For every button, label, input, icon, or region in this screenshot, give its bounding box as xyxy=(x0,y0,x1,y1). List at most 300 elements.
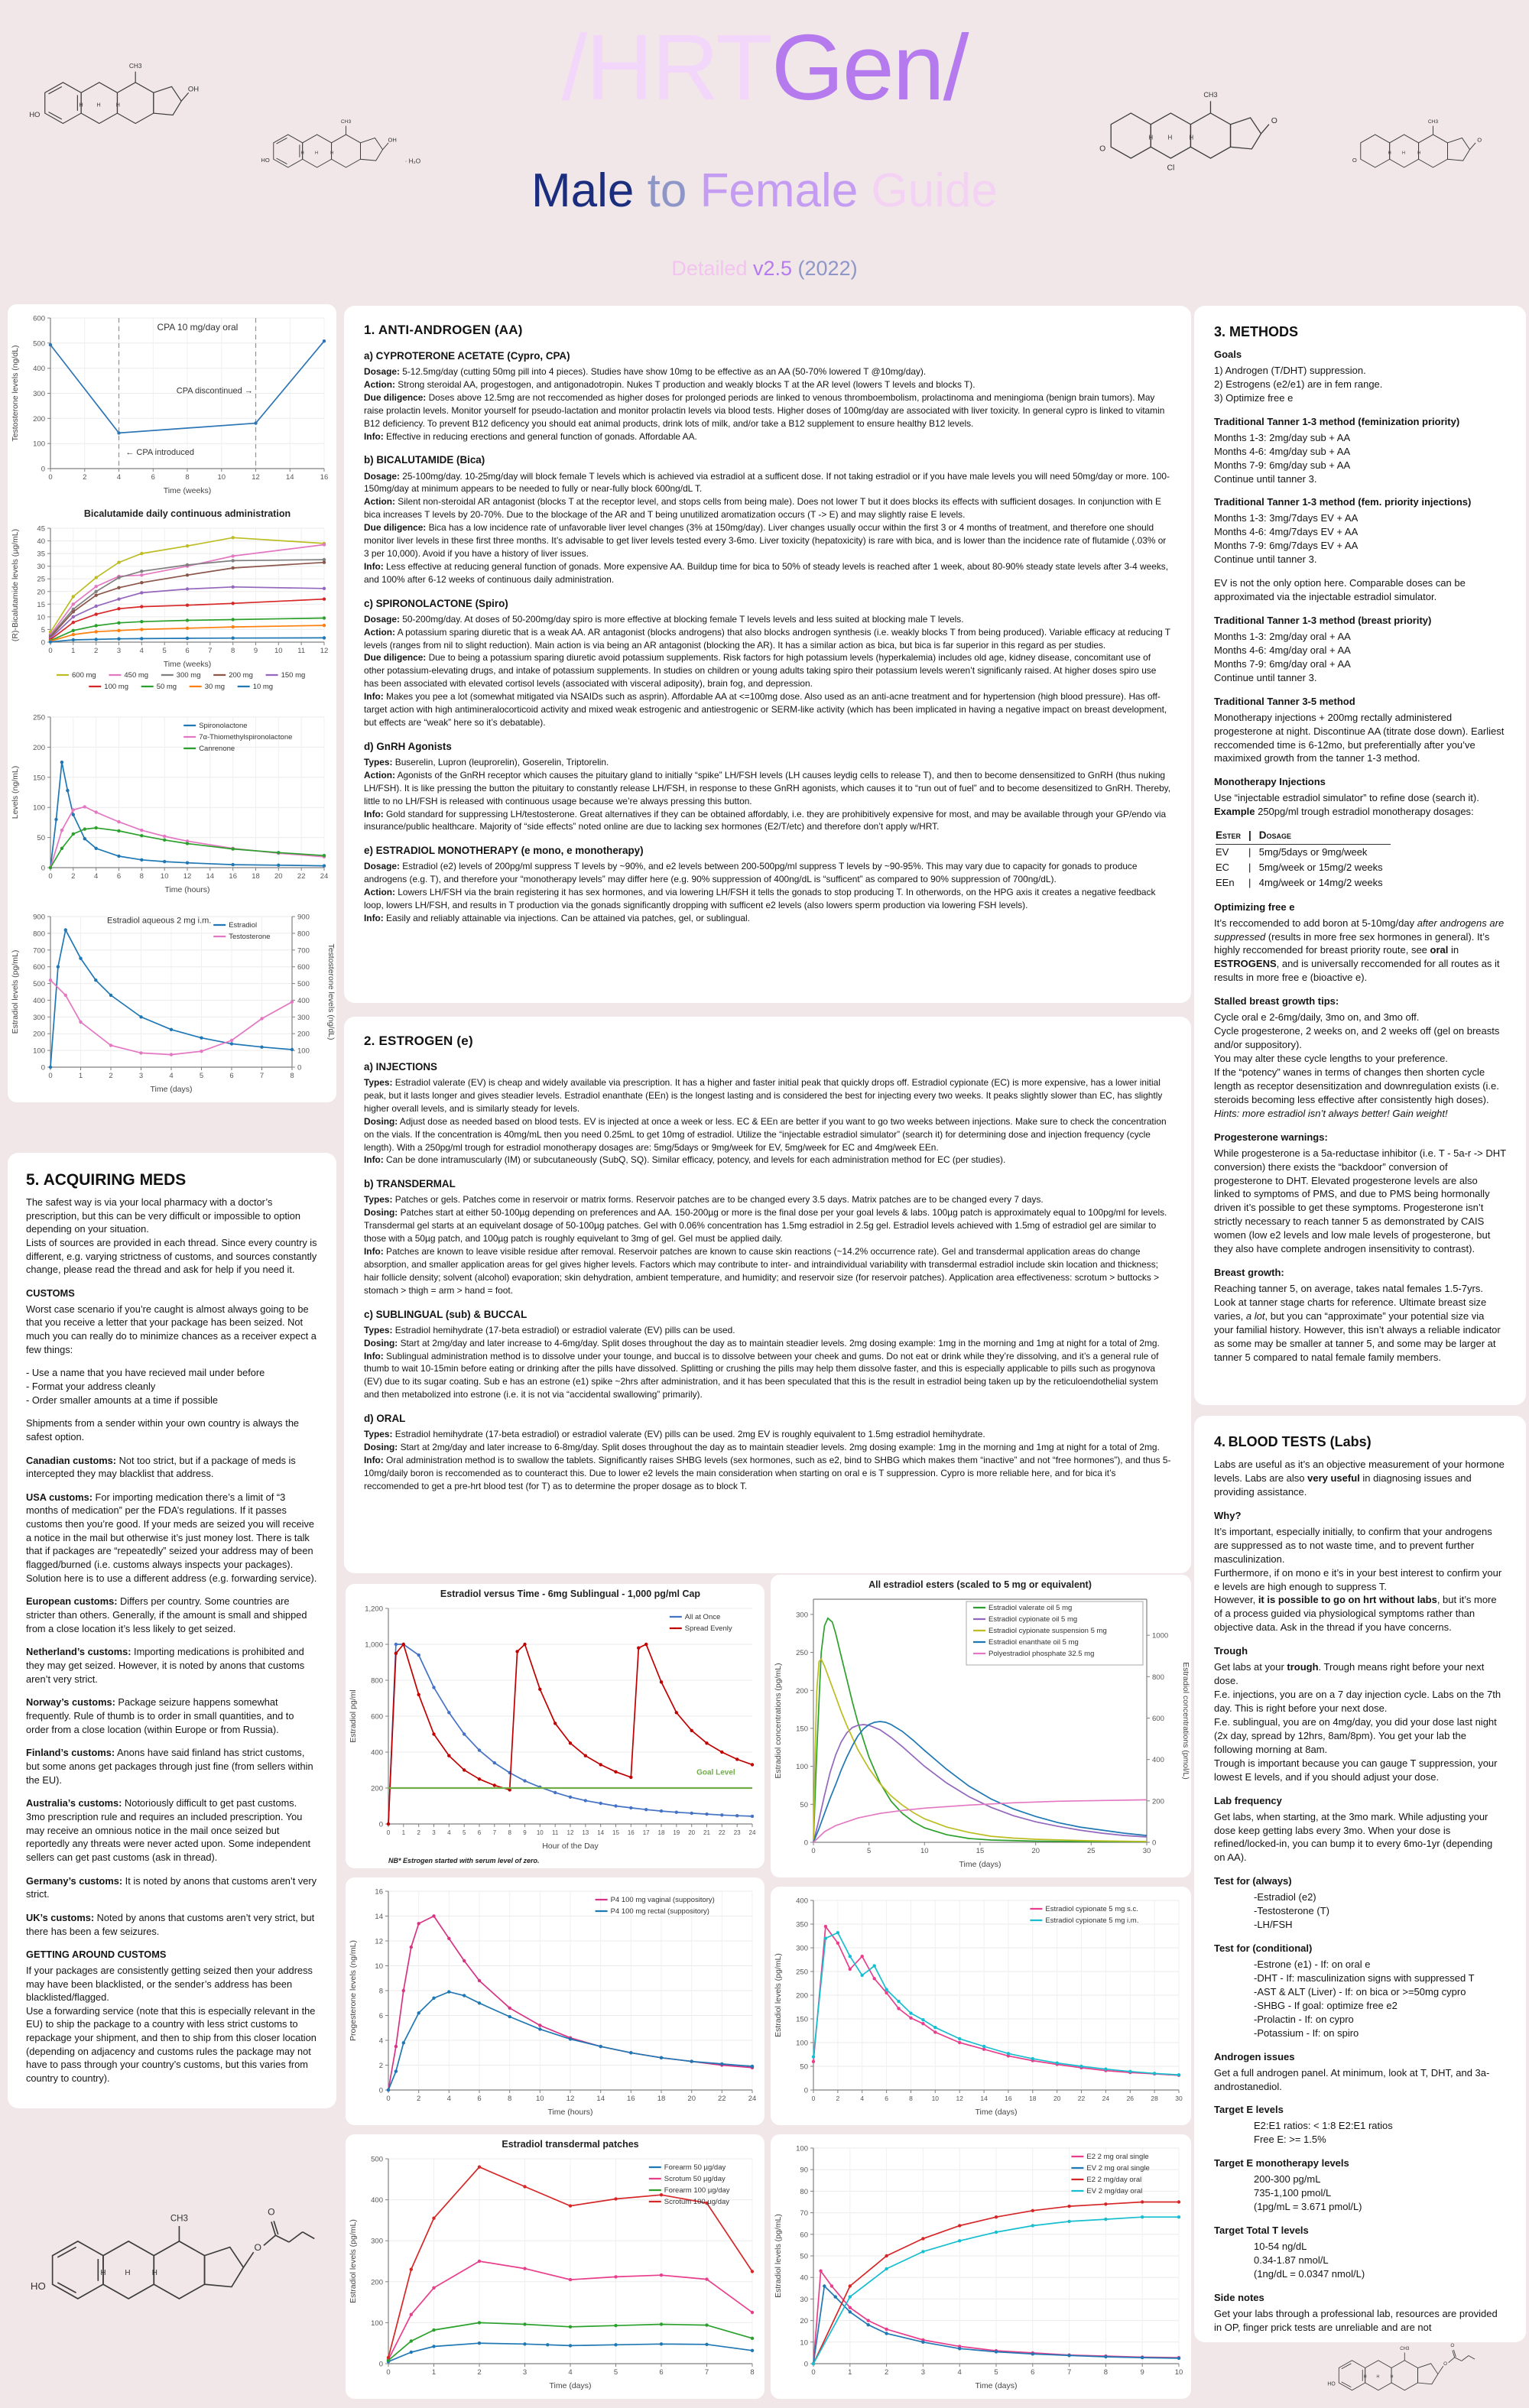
svg-text:9: 9 xyxy=(253,647,258,655)
svg-text:600: 600 xyxy=(33,314,45,323)
svg-text:8: 8 xyxy=(231,647,235,655)
svg-text:4: 4 xyxy=(378,2036,383,2046)
svg-text:P4 100 mg rectal (suppository): P4 100 mg rectal (suppository) xyxy=(610,1907,709,1916)
svg-text:H: H xyxy=(125,2269,131,2278)
svg-text:0: 0 xyxy=(803,2086,808,2095)
svg-text:400: 400 xyxy=(796,1897,808,1906)
section xyxy=(364,1307,1171,1401)
paragraph: - Order smaller amounts at a time if possible xyxy=(26,1394,219,1406)
svg-text:HO: HO xyxy=(1327,2381,1336,2387)
section xyxy=(1214,1458,1506,1499)
spironolactone-structure-icon xyxy=(1339,38,1523,260)
svg-text:P4 100 mg vaginal (suppository: P4 100 mg vaginal (suppository) xyxy=(610,1896,715,1904)
svg-text:8: 8 xyxy=(508,1829,511,1836)
svg-text:700: 700 xyxy=(33,946,45,956)
svg-text:Estradiol levels (pg/mL): Estradiol levels (pg/mL) xyxy=(11,949,20,1034)
svg-text:100 mg: 100 mg xyxy=(104,683,128,691)
svg-text:Forearm 50 µg/day: Forearm 50 µg/day xyxy=(664,2163,726,2172)
paragraph: 735-1,100 pmol/L xyxy=(1254,2187,1332,2199)
paragraph: Get your labs through a professional lab, resources are provided in OP, finger prick tests are unreliable and are not xyxy=(1214,2307,1498,2333)
section-heading: d) GnRH Agonists xyxy=(364,740,452,752)
svg-text:13: 13 xyxy=(582,1829,589,1836)
svg-text:Estradiol cypionate suspension: Estradiol cypionate suspension 5 mg xyxy=(988,1627,1107,1635)
svg-text:10: 10 xyxy=(1174,2368,1183,2377)
section xyxy=(1214,415,1506,486)
paragraph: -Prolactin - If: on cypro xyxy=(1254,2013,1354,2025)
svg-text:1,000: 1,000 xyxy=(365,1640,383,1650)
svg-text:2: 2 xyxy=(94,647,99,655)
paragraph: UK’s customs: Noted by anons that customs aren’t very strict, but there has been a few seizures. xyxy=(26,1911,315,1937)
svg-text:350: 350 xyxy=(796,1920,808,1929)
svg-text:200: 200 xyxy=(371,1784,383,1793)
svg-text:50: 50 xyxy=(800,1800,808,1809)
paragraph: - Use a name that you have recieved mail under before xyxy=(26,1367,265,1379)
section-heading: Side notes xyxy=(1214,2291,1264,2303)
section xyxy=(1214,2291,1506,2335)
svg-text:Cl: Cl xyxy=(1167,164,1175,173)
section xyxy=(26,1746,318,1787)
svg-text:16: 16 xyxy=(627,1829,635,1836)
section xyxy=(364,1411,1171,1493)
svg-text:0: 0 xyxy=(41,638,45,647)
svg-text:23: 23 xyxy=(733,1829,741,1836)
svg-text:0: 0 xyxy=(386,2368,391,2377)
paragraph: Types: Buserelin, Lupron (leuprorelin), Goserelin, Triptorelin. xyxy=(364,756,609,768)
paragraph: F.e. injections, you are on a 7 day injection cycle. Labs on the 7th day. This is right before your next dose. xyxy=(1214,1689,1501,1714)
svg-text:25: 25 xyxy=(37,575,45,584)
svg-text:Forearm 100 µg/day: Forearm 100 µg/day xyxy=(664,2186,730,2195)
svg-text:6: 6 xyxy=(1031,2368,1035,2377)
paragraph: Due diligence: Bica has a low incidence rate of unfavorable liver level changes (3% at 150mg/day). Liver changes usually occur within the first 3 or 4 months of treatment, and therefore one should monitor liver levels in these first three months. It’s advisable to get liver levels tested every 3-6mo. Liver toxicity (hepatoxicity) is rare with bica, and is lower than the incidence rate of flutamide (.03% or 3 per 10,000). Avoid if you have a history of liver issues. xyxy=(364,522,1167,559)
svg-text:Testosterone levels (ng/dL): Testosterone levels (ng/dL) xyxy=(11,345,20,442)
svg-text:500: 500 xyxy=(33,980,45,989)
svg-text:24: 24 xyxy=(320,872,329,881)
chart-estradiol-esters xyxy=(771,1575,1191,1877)
section xyxy=(26,1287,318,1356)
paragraph: Trough is important because you can gauge T suppression, your lowest E levels, and if you should adjust your dose. xyxy=(1214,1757,1498,1783)
chart-spironolactone-levels xyxy=(8,703,336,903)
svg-text:300: 300 xyxy=(796,1944,808,1953)
section-heading: Traditional Tanner 1-3 method (fem. priority injections) xyxy=(1214,496,1472,508)
svg-text:1: 1 xyxy=(848,2368,852,2377)
svg-text:6: 6 xyxy=(477,2095,482,2103)
panel-heading: 5. ACQUIRING MEDS xyxy=(26,1171,187,1189)
svg-text:OH: OH xyxy=(187,85,200,94)
section-heading: Androgen issues xyxy=(1214,2050,1295,2062)
svg-text:H: H xyxy=(100,2269,106,2278)
paragraph: Months 7-9: 6mg/7days EV + AA xyxy=(1214,540,1359,552)
svg-text:Estradiol aqueous 2 mg i.m.: Estradiol aqueous 2 mg i.m. xyxy=(107,916,212,926)
section-heading: c) SUBLINGUAL (sub) & BUCCAL xyxy=(364,1308,528,1320)
section xyxy=(1214,1509,1506,1634)
section-heading: Traditional Tanner 1-3 method (feminization priority) xyxy=(1214,415,1460,427)
svg-text:Bicalutamide daily continuous: Bicalutamide daily continuous administration xyxy=(83,508,291,519)
svg-text:14: 14 xyxy=(375,1913,383,1921)
section-heading: CUSTOMS xyxy=(26,1287,75,1299)
svg-text:6: 6 xyxy=(151,473,155,482)
paragraph: Get labs, when starting, at the 3mo mark. While adjusting your dose keep getting labs every 3mo. When your dose is refined/locked-in, you can bump it to every 6mo-1yr (depending on AA). xyxy=(1214,1810,1493,1864)
paragraph: Germany’s customs: It is noted by anons that customs aren’t very strict. xyxy=(26,1874,317,1900)
estradiol-structure-icon xyxy=(18,11,248,190)
svg-text:2: 2 xyxy=(417,2095,421,2103)
svg-text:9: 9 xyxy=(523,1829,527,1836)
svg-text:10: 10 xyxy=(217,473,226,482)
svg-text:1: 1 xyxy=(401,1829,406,1836)
svg-text:300: 300 xyxy=(33,1013,45,1022)
svg-text:4: 4 xyxy=(446,2095,451,2103)
paragraph: If the “potency” wanes in terms of changes then shorten cycle length as receptor desensitization and downregulation exists (i.e. steroids becoming less effective after consistently high doses). xyxy=(1214,1066,1499,1105)
page-subtitle xyxy=(382,164,1147,218)
svg-text:100: 100 xyxy=(796,2039,808,2048)
svg-text:50: 50 xyxy=(800,2062,808,2072)
svg-text:300: 300 xyxy=(796,1611,808,1620)
svg-text:10: 10 xyxy=(920,1847,929,1855)
paragraph: Months 1-3: 2mg/day sub + AA xyxy=(1214,431,1351,443)
paragraph: Worst case scenario if you’re caught is almost always going to be that you receive a letter that your package has been seized. Not much you can really do to minimize chances as a receiver expect a few things: xyxy=(26,1303,317,1355)
svg-text:450 mg: 450 mg xyxy=(124,671,149,680)
svg-text:10: 10 xyxy=(536,2095,544,2103)
chart-card xyxy=(346,2134,764,2399)
svg-text:CH3: CH3 xyxy=(1400,2347,1410,2352)
svg-text:4: 4 xyxy=(860,2095,865,2102)
svg-text:Estradiol cypionate 5 mg s.c.: Estradiol cypionate 5 mg s.c. xyxy=(1045,1905,1138,1913)
paragraph: -LH/FSH xyxy=(1254,1919,1293,1931)
paragraph: -DHT - If: masculinization signs with suppressed T xyxy=(1254,1972,1475,1984)
svg-text:17: 17 xyxy=(642,1829,650,1836)
svg-text:12: 12 xyxy=(956,2095,963,2102)
svg-text:2: 2 xyxy=(477,2368,482,2377)
svg-text:Testosterone: Testosterone xyxy=(229,933,271,941)
paragraph: Months 1-3: 3mg/7days EV + AA xyxy=(1214,512,1359,524)
svg-text:600 mg: 600 mg xyxy=(72,671,96,680)
svg-text:0: 0 xyxy=(386,1829,391,1836)
svg-text:Hour of the Day: Hour of the Day xyxy=(542,1842,599,1851)
section xyxy=(26,1696,318,1736)
svg-text:35: 35 xyxy=(37,550,45,559)
section xyxy=(1214,695,1506,766)
title-segment: Gen/ xyxy=(771,15,968,119)
panel-acquiring-meds xyxy=(8,1153,336,2108)
chart-oral-estradiol xyxy=(771,2134,1191,2399)
paragraph: Types: Patches or gels. Patches come in reservoir or matrix forms. Reservoir patches are to be changed every 3.5 days. Matrix patches are to be changed every 7 days. xyxy=(364,1194,1044,1206)
svg-text:· H₂O: · H₂O xyxy=(404,157,421,165)
svg-text:Time (hours): Time (hours) xyxy=(547,2108,593,2117)
section xyxy=(364,1176,1171,1296)
svg-text:300: 300 xyxy=(33,390,45,398)
svg-text:H: H xyxy=(79,102,83,109)
svg-text:100: 100 xyxy=(33,803,45,813)
panel-body xyxy=(364,1060,1171,1493)
svg-text:30: 30 xyxy=(800,2295,808,2304)
svg-text:Estradiol levels (pg/mL): Estradiol levels (pg/mL) xyxy=(774,1953,783,2037)
svg-text:16: 16 xyxy=(627,2095,635,2103)
section-heading: GETTING AROUND CUSTOMS xyxy=(26,1949,167,1961)
paragraph: Labs are useful as it’s an objective measurement of your hormone levels. Labs are also very useful in diagnosing issues and providing assistance. xyxy=(1214,1459,1505,1498)
svg-text:14: 14 xyxy=(286,473,294,482)
svg-text:7α-Thiomethylspironolactone: 7α-Thiomethylspironolactone xyxy=(199,733,293,742)
section-heading: c) SPIRONOLACTONE (Spiro) xyxy=(364,597,508,609)
svg-text:12: 12 xyxy=(375,1937,383,1946)
paragraph: Use a forwarding service (note that this is especially relevant in the EU) to ship the package to a country with less strict customs to repackage your shipment, and then to ship from this closer location (depending on adjacency and customs rules the package may not have to pass through your country’s customs, but this varies from country to country). xyxy=(26,2004,317,2085)
svg-text:11: 11 xyxy=(297,647,306,655)
svg-text:500: 500 xyxy=(297,980,310,989)
svg-text:50: 50 xyxy=(37,834,45,843)
paragraph: It’s important, especially initially, to confirm that your androgens are suppressed as to not waste time, and to prevent further masculinization. xyxy=(1214,1525,1492,1565)
svg-text:30: 30 xyxy=(37,563,45,572)
svg-text:Time (days): Time (days) xyxy=(975,2381,1018,2390)
section xyxy=(1214,901,1506,985)
svg-text:2: 2 xyxy=(378,2062,383,2070)
svg-text:4: 4 xyxy=(169,1072,174,1080)
svg-text:O: O xyxy=(1271,116,1277,125)
svg-text:8: 8 xyxy=(290,1072,294,1080)
estradiol-valerate-structure-icon xyxy=(1284,2341,1521,2406)
svg-text:800: 800 xyxy=(1152,1673,1164,1682)
section xyxy=(1214,1131,1506,1256)
svg-text:30: 30 xyxy=(1175,2095,1183,2102)
section-heading: Stalled breast growth tips: xyxy=(1214,995,1339,1008)
svg-text:7: 7 xyxy=(704,2368,709,2377)
section xyxy=(26,1911,318,1938)
chart-sublingual-estradiol xyxy=(346,1584,764,1868)
paragraph: Hints: more estradiol isn’t always better! Gain weight! xyxy=(1214,1107,1448,1119)
svg-text:26: 26 xyxy=(1126,2095,1135,2102)
chart-cypionate-sc-im xyxy=(771,1887,1191,2125)
section xyxy=(26,1366,318,1407)
svg-text:H: H xyxy=(1167,134,1173,141)
paragraph: Norway’s customs: Package seizure happens somewhat frequently. Rule of thumb is to order in small quantities, and to order from a close location (within Europe or from Russia). xyxy=(26,1696,294,1735)
svg-text:6: 6 xyxy=(116,872,122,881)
svg-text:← CPA introduced: ← CPA introduced xyxy=(125,447,195,457)
section xyxy=(1214,1644,1506,1783)
panel-heading: 3. METHODS xyxy=(1214,324,1299,339)
svg-text:800: 800 xyxy=(371,1676,383,1686)
svg-text:19: 19 xyxy=(673,1829,680,1836)
svg-text:Estradiol levels (pg/mL): Estradiol levels (pg/mL) xyxy=(349,2219,358,2303)
svg-text:8: 8 xyxy=(909,2095,913,2102)
svg-text:O: O xyxy=(1450,2343,1455,2349)
paragraph: Dosing: Patches start at either 50-100µg depending on preferences and AA. 150-200µg or more is the final dose per your goal levels & labs. 100µg patch is approximately equal to 100pg/ml for levels. Transdermal gel starts at an equivelant dosage of 50-100µg patches. Gel with 0.06% concentration has 1.5mg estradiol in 2.5g gel. Estradiol levels achieved with 1.5mg of estradiol gel are similar to those with a 50µg patch, and 100µg patch is roughly equivelant to 3mg of gel. Gel must be applied daily. xyxy=(364,1207,1167,1245)
svg-text:2: 2 xyxy=(83,473,87,482)
subtitle-segment: Guide xyxy=(871,164,998,217)
section-heading: b) TRANSDERMAL xyxy=(364,1178,456,1190)
section-heading: Optimizing free e xyxy=(1214,901,1295,913)
svg-text:Estradiol transdermal patches: Estradiol transdermal patches xyxy=(502,2139,639,2150)
svg-text:21: 21 xyxy=(703,1829,710,1836)
svg-text:12: 12 xyxy=(566,2095,575,2103)
svg-text:400: 400 xyxy=(33,365,45,374)
svg-text:30 mg: 30 mg xyxy=(204,683,226,691)
svg-text:12: 12 xyxy=(183,872,192,881)
ester-dosage-table: Ester | Dosage EV | 5mg/5days or 9mg/week EC | 5mg/week or 15mg/2 weeks EEn | 4mg/week or 14mg/2 weeks xyxy=(1216,829,1391,890)
section xyxy=(1214,2050,1506,2094)
svg-text:15: 15 xyxy=(612,1829,619,1836)
subtitle-segment: to xyxy=(647,164,700,217)
chart-transdermal-patches xyxy=(346,2134,764,2399)
paragraph: Dosage: 25-100mg/day. 10-25mg/day will block female T levels which is achieved via estradiol at a sufficent dose. If not taking estradiol or if you have male levels you will need 50mg/day or more. 100-150mg/day at minimum appears to be needed to fully or near-fully block 600ng/dL T. xyxy=(364,470,1170,495)
section-heading: b) BICALUTAMIDE (Bica) xyxy=(364,454,485,466)
section-heading: a) CYPROTERONE ACETATE (Cypro, CPA) xyxy=(364,350,570,362)
paragraph: Netherland’s customs: Importing medications is prohibited and they may get seized. However, it is noted by anons that customs aren’t very strict. xyxy=(26,1646,305,1685)
svg-text:HO: HO xyxy=(261,157,270,164)
section xyxy=(1214,348,1506,405)
svg-text:Testosterone levels (ng/dL): Testosterone levels (ng/dL) xyxy=(326,943,336,1040)
svg-text:40: 40 xyxy=(800,2273,808,2283)
panel-heading: 2. ESTROGEN (e) xyxy=(364,1034,473,1048)
svg-text:250: 250 xyxy=(33,713,45,722)
svg-text:7: 7 xyxy=(259,1072,265,1080)
svg-text:24: 24 xyxy=(748,1829,756,1836)
svg-text:All at Once: All at Once xyxy=(684,1613,721,1621)
paragraph: Types: Estradiol hemihydrate (17-beta estradiol) or estradiol valerate (EV) pills can be used. 2mg EV is roughly equivalent to 1.5mg estradiol hemihydrate. xyxy=(364,1429,985,1440)
svg-text:Estradiol cypionate 5 mg i.m.: Estradiol cypionate 5 mg i.m. xyxy=(1045,1916,1139,1925)
svg-text:3: 3 xyxy=(522,2368,528,2377)
section-heading: Test for (always) xyxy=(1214,1875,1292,1887)
svg-text:4: 4 xyxy=(139,647,144,655)
panel-methods xyxy=(1194,306,1526,1405)
svg-text:1: 1 xyxy=(431,2368,437,2377)
svg-text:OH: OH xyxy=(388,136,397,144)
section-heading: Breast growth: xyxy=(1214,1267,1284,1279)
paragraph: Finland’s customs: Anons have said finland has strict customs, but some anons get packages through just fine (from sellers within the EU). xyxy=(26,1747,313,1786)
svg-text:H: H xyxy=(1388,151,1391,156)
svg-text:100: 100 xyxy=(371,2319,383,2328)
svg-text:10 mg: 10 mg xyxy=(252,683,274,691)
paragraph: Dosage: 50-200mg/day. At doses of 50-200mg/day spiro is more effective at blocking female T levels levels and less suited at blocking male T levels. xyxy=(364,613,964,625)
svg-text:8: 8 xyxy=(378,1987,383,1996)
svg-text:14: 14 xyxy=(206,872,215,881)
left-charts-card xyxy=(8,304,336,1102)
svg-text:100: 100 xyxy=(796,1763,808,1772)
section-heading: e) ESTRADIOL MONOTHERAPY (e mono, e monotherapy) xyxy=(364,845,644,857)
paragraph: Continue until tanner 3. xyxy=(1214,553,1317,566)
paragraph: Get a full androgen panel. At minimum, look at T, DHT, and 3a-androstanediol. xyxy=(1214,2066,1490,2092)
paragraph: Info: Makes you pee a lot (somewhat mitigated via NSAIDs such as asprin). Affordable AA at <=100mg dose. Also used as an anti-acne treatment and for hypertension (high blood pressure). Has off-target action with high antimineralocorticoid activity and mixed weak estrogenic and antiestrogenic or SERM-like activity (which has been implicated in having a negative impact on breast development, but effects are “weak” here so it’s debatable). xyxy=(364,691,1167,728)
section xyxy=(1214,1266,1506,1365)
paragraph: Lists of sources are provided in each thread. Since every country is different, e.g. varying strictness of customs, and sources constantly change, please read the thread and ask for help if you need it. xyxy=(26,1236,317,1276)
svg-text:800: 800 xyxy=(33,930,45,939)
paragraph: Get labs at your trough. Trough means right before your next dose. xyxy=(1214,1661,1485,1687)
section xyxy=(1214,2156,1506,2214)
page-title xyxy=(382,14,1147,121)
paragraph: Monotherapy injections + 200mg rectally administered progesterone at night. Discontinue AA (titrate dose down). Earliest reccomended time is 6-12mo, but preferentially after you’ve maximixed growth from the tanner 1-3 method. xyxy=(1214,711,1505,764)
paragraph: While progesterone is a 5a-reductase inhibitor (i.e. T - 5a-r -> DHT conversion) there exists the “backdoor” conversion of progesterone to DHT. Elevated progesterone levels are also linked to symptoms of PMS, and due to PMS being hormonally driven it’s possible to get these symptoms. Progesterone isn’t strictly necessary to reach tanner 5 as demonstrated by CAIS women (low e2 levels and low male levels of progesterone, but they also have complete androgen insensitivity to contrast). xyxy=(1214,1147,1506,1255)
svg-text:H: H xyxy=(1417,151,1421,156)
svg-text:10: 10 xyxy=(375,1962,383,1971)
paragraph: -SHBG - If goal: optimize free e2 xyxy=(1254,1999,1398,2011)
svg-text:7: 7 xyxy=(208,647,213,655)
svg-text:1: 1 xyxy=(78,1072,83,1080)
svg-text:0: 0 xyxy=(803,2360,808,2369)
section xyxy=(1214,1794,1506,1865)
panel-blood-tests xyxy=(1194,1416,1526,2342)
paragraph: Dosing: Start at 2mg/day and later increase to 6-8mg/day. Split doses throughout the day as to maintain steadier levels. 2mg dosing example: 1mg in the morning and 1mg at night for a total of 2mg. xyxy=(364,1442,1160,1453)
paragraph: Info: Effective in reducing erections and general function of gonads. Affordable AA. xyxy=(364,430,697,442)
section-heading: Monotherapy Injections xyxy=(1214,776,1326,788)
svg-text:Time (days): Time (days) xyxy=(549,2381,592,2390)
svg-text:11: 11 xyxy=(552,1829,559,1836)
paragraph: -Estrone (e1) - If: on oral e xyxy=(1254,1959,1371,1970)
subtitle-segment: Male xyxy=(531,164,648,217)
svg-text:500: 500 xyxy=(33,339,45,349)
svg-text:Scrotum 50 µg/day: Scrotum 50 µg/day xyxy=(664,2175,726,2183)
svg-text:0: 0 xyxy=(41,465,45,474)
svg-text:0: 0 xyxy=(48,872,53,881)
svg-text:0: 0 xyxy=(811,2368,816,2377)
section-heading: Trough xyxy=(1214,1645,1248,1657)
section xyxy=(26,1491,318,1585)
paragraph: USA customs: For importing medication there’s a limit of “3 months of medication” per the FDA’s regulations. If it passes customs then you’re good. If your meds are seized you will receive a notice in the mail but otherwise it’s just money lost. There is talk that if packages are “repeatedly” seized your address may of been flagged/burned (i.e. customs always inspects your packages). Solution here is to use a different address (e.g. forwarding service). xyxy=(26,1491,317,1584)
svg-text:16: 16 xyxy=(1005,2095,1012,2102)
svg-text:0: 0 xyxy=(48,647,53,655)
svg-text:H: H xyxy=(1376,2374,1380,2380)
paragraph: Types: Estradiol hemihydrate (17-beta estradiol) or estradiol valerate (EV) pills can be used. xyxy=(364,1324,735,1335)
section xyxy=(1214,1874,1506,1932)
svg-text:100: 100 xyxy=(297,1047,310,1056)
paragraph: Months 1-3: 2mg/day oral + AA xyxy=(1214,630,1351,642)
paragraph: Info: Gold standard for suppressing LH/testosterone. Great alternatives if they can be obtained affordably, i.e. they are prohibitively expensive for most, and may be available through your GP/endo via insurance/public healthcare. Majority of “side effects” noted online are due to lacking sex hormones (E2/T/etc) and therefore don’t apply w/HRT. xyxy=(364,808,1167,832)
paragraph: Cycle progesterone, 2 weeks on, and 2 weeks off (gel on breasts and/or suppository). xyxy=(1214,1025,1500,1051)
svg-text:150: 150 xyxy=(796,1725,808,1734)
svg-text:10: 10 xyxy=(37,613,45,622)
svg-text:2: 2 xyxy=(836,2095,840,2102)
svg-text:CH3: CH3 xyxy=(340,118,352,125)
chart-bicalutamide-levels xyxy=(8,504,336,703)
svg-text:4: 4 xyxy=(116,473,122,482)
svg-text:22: 22 xyxy=(718,2095,726,2103)
section xyxy=(1214,995,1506,1120)
svg-text:0: 0 xyxy=(41,864,45,873)
svg-text:Time (weeks): Time (weeks) xyxy=(163,486,212,495)
svg-text:20: 20 xyxy=(688,1829,696,1836)
paragraph: You may alter these cycle lengths to your preference. xyxy=(1214,1053,1448,1064)
paragraph: Months 4-6: 4mg/day sub + AA xyxy=(1214,445,1351,457)
svg-text:200: 200 xyxy=(33,743,45,752)
svg-text:0: 0 xyxy=(378,2360,383,2369)
svg-text:H: H xyxy=(330,151,334,156)
svg-text:Estradiol valerate oil 5 mg: Estradiol valerate oil 5 mg xyxy=(988,1604,1073,1612)
svg-text:400: 400 xyxy=(371,2196,383,2205)
svg-text:CPA discontinued →: CPA discontinued → xyxy=(176,386,253,396)
section-heading: Progesterone warnings: xyxy=(1214,1131,1328,1143)
paragraph: EV is not the only option here. Comparable doses can be approximated via the injectable estradiol simulator. xyxy=(1214,577,1466,603)
svg-text:100: 100 xyxy=(796,2144,808,2153)
svg-text:(R)-Bicalutamide levels (µg/mL: (R)-Bicalutamide levels (µg/mL) xyxy=(11,528,20,642)
svg-text:0: 0 xyxy=(48,1072,53,1080)
paragraph: Dosage: 5-12.5mg/day (cutting 50mg pill into 4 pieces). Studies have show 10mg to be effective as an AA (50-70% lowered T @10mg/day). xyxy=(364,366,927,378)
section-heading: Target E levels xyxy=(1214,2104,1284,2116)
svg-text:60: 60 xyxy=(800,2231,808,2240)
chart-card xyxy=(346,1877,764,2125)
section xyxy=(26,1645,318,1686)
paragraph: 0.34-1.87 nmol/L xyxy=(1254,2254,1329,2266)
version-segment: Detailed xyxy=(671,257,753,280)
svg-text:Time (days): Time (days) xyxy=(959,1860,1001,1869)
section xyxy=(26,1417,318,1443)
svg-text:10: 10 xyxy=(931,2095,940,2102)
svg-text:CH3: CH3 xyxy=(170,2213,189,2224)
section-heading: Target Total T levels xyxy=(1214,2225,1309,2236)
svg-text:0: 0 xyxy=(41,1063,45,1073)
svg-text:CH3: CH3 xyxy=(1427,118,1439,125)
svg-text:5: 5 xyxy=(41,625,45,634)
svg-text:8: 8 xyxy=(750,2368,755,2377)
version-segment: (2022) xyxy=(797,257,858,280)
svg-text:EV 2 mg oral single: EV 2 mg oral single xyxy=(1086,2164,1150,2173)
svg-text:15: 15 xyxy=(976,1847,985,1855)
svg-text:24: 24 xyxy=(748,2095,757,2103)
svg-text:100: 100 xyxy=(33,1047,45,1056)
